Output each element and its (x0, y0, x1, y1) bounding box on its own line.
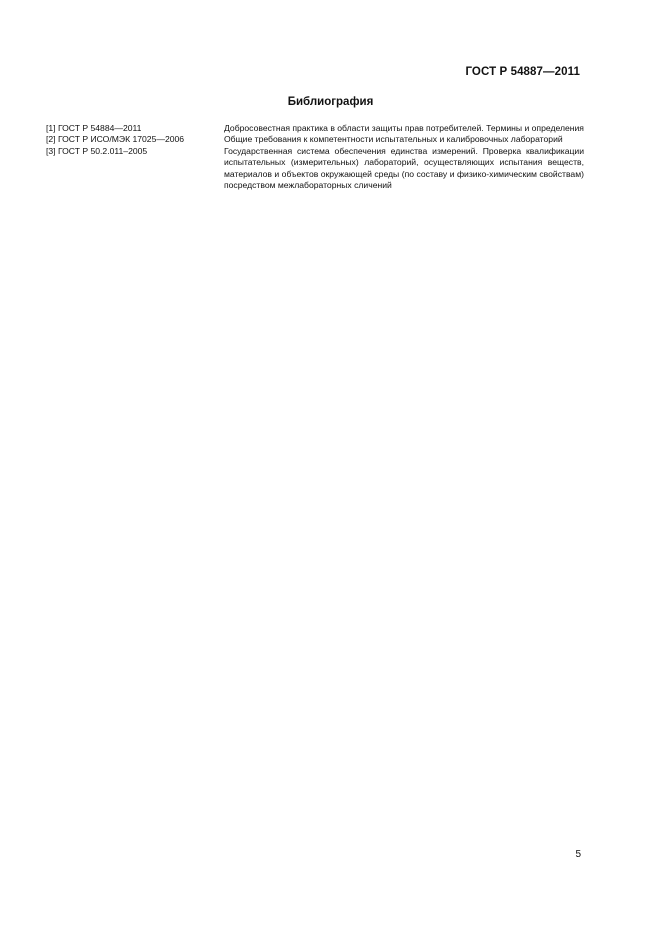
bibliography-entry-2 (46, 134, 584, 145)
bibliography-list (46, 123, 584, 191)
bibliography-title-1: Добросовестная практика в области защиты прав потребителей. Термины и определения (224, 123, 584, 133)
bibliography-title-2: Общие требования к компетентности испытательных и калибровочных лабораторий (224, 134, 563, 145)
bibliography-ref-3: [3] ГОСТ Р 50.2.011–2005 (46, 145, 148, 156)
bibliography-title: Библиография (287, 96, 374, 108)
standard-code-header: ГОСТ Р 54887—2011 (465, 66, 580, 78)
bibliography-ref-1: [1] ГОСТ Р 54884—2011 (46, 123, 142, 133)
bibliography-title-3: Государственная система обеспечения единства измерений. Проверка квалификации испытательных (измерительных) лабораторий, осуществляющих испытания веществ, материалов и объектов окружающей среды (по составу и физико-химическим свойствам) посредством межлабораторных сличений (224, 145, 584, 191)
bibliography-entry-1 (46, 123, 584, 134)
page-number: 5 (575, 849, 581, 860)
bibliography-entry-3 (46, 146, 584, 192)
bibliography-ref-2: [2] ГОСТ Р ИСО/МЭК 17025—2006 (46, 134, 185, 145)
